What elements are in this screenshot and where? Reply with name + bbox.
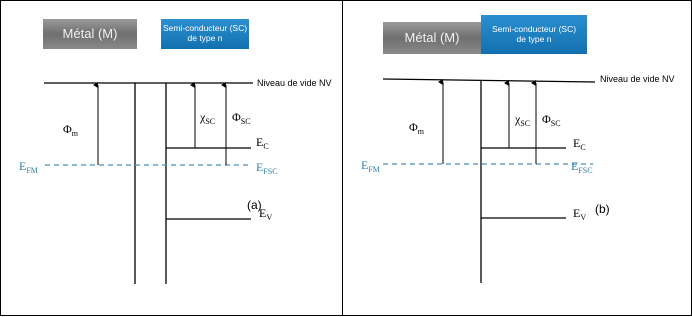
chi-sc-label: $\chi_{SC}$	[200, 110, 216, 126]
ec-label: $E_C$	[573, 136, 586, 152]
panel-a	[0, 0, 343, 316]
sc-label-line1: Semi-conducteur (SC)	[162, 23, 248, 34]
metal-label: Métal (M)	[404, 29, 460, 45]
sc-label-line2: de type n	[516, 33, 552, 44]
panel-tag-b: (b)	[595, 202, 610, 216]
sc-label-line1: Semi-conducteur (SC)	[491, 23, 577, 34]
phi-m-label: $\Phi_m$	[409, 120, 425, 136]
efsc-label: $E_{FSC}$	[256, 160, 278, 176]
phi-sc-label: $\Phi_{SC}$	[232, 110, 251, 126]
vacuum-level-line	[383, 79, 595, 82]
vacuum-level-label: Niveau de vide NV	[600, 74, 675, 84]
band-diagram-a	[1, 1, 344, 317]
ec-label: $E_C$	[256, 135, 269, 151]
phi-sc-label: $\Phi_{SC}$	[542, 112, 561, 128]
band-diagram-b	[343, 1, 692, 317]
sc-label-line2: de type n	[187, 33, 223, 43]
efm-label: $E_{FM}$	[361, 158, 380, 174]
ev-label: $E_V$	[573, 206, 587, 222]
phi-m-label: $\Phi_m$	[63, 122, 79, 138]
efm-label: $E_{FM}$	[19, 159, 38, 175]
ev-label: $E_V$	[259, 206, 273, 222]
panel-b	[342, 0, 692, 316]
panel-tag-a: (a)	[247, 198, 262, 212]
vacuum-level-label: Niveau de vide NV	[257, 78, 332, 88]
chi-sc-label: $\chi_{SC}$	[515, 112, 531, 128]
efsc-label: $E_{FSC}$	[571, 159, 593, 175]
metal-label: Métal (M)	[62, 25, 118, 41]
